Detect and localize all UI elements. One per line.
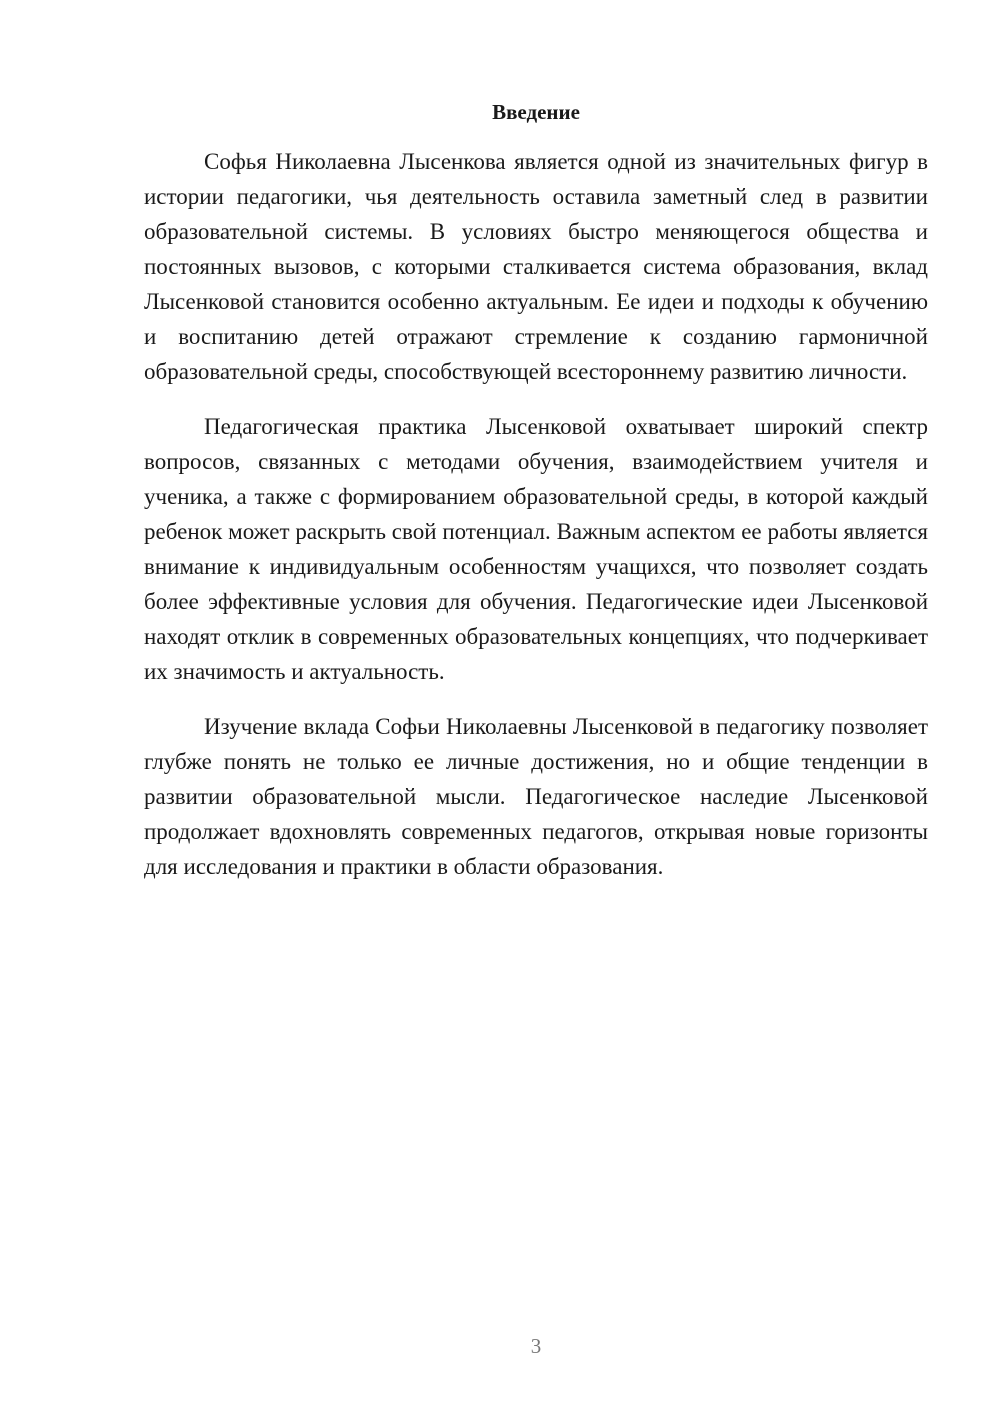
- body-text: [144, 144, 928, 904]
- page-number: 3: [530, 1334, 542, 1358]
- section-heading: Введение: [492, 100, 580, 124]
- paragraph-1: Софья Николаевна Лысенкова является одной из значительных фигур в истории педагогики, чья деятельность оставила заметный след в развитии образовательной системы. В условиях быстро меняющегося общества и постоянных вызовов, с которыми сталкивается система образования, вклад Лысенковой становится особенно актуальным. Ее идеи и подходы к обучению и воспитанию детей отражают стремление к созданию гармоничной образовательной среды, способствующей всестороннему развитию личности.: [144, 149, 928, 384]
- paragraph-3: Изучение вклада Софьи Николаевны Лысенковой в педагогику позволяет глубже понять не только ее личные достижения, но и общие тенденции в развитии образовательной мысли. Педагогическое наследие Лысенковой продолжает вдохновлять современных педагогов, открывая новые горизонты для исследования и практики в области образования.: [144, 714, 928, 879]
- paragraph-2: Педагогическая практика Лысенковой охватывает широкий спектр вопросов, связанных с методами обучения, взаимодействием учителя и ученика, а также с формированием образовательной среды, в которой каждый ребенок может раскрыть свой потенциал. Важным аспектом ее работы является внимание к индивидуальным особенностям учащихся, что позволяет создать более эффективные условия для обучения. Педагогические идеи Лысенковой находят отклик в современных образовательных концепциях, что подчеркивает их значимость и актуальность.: [144, 414, 928, 684]
